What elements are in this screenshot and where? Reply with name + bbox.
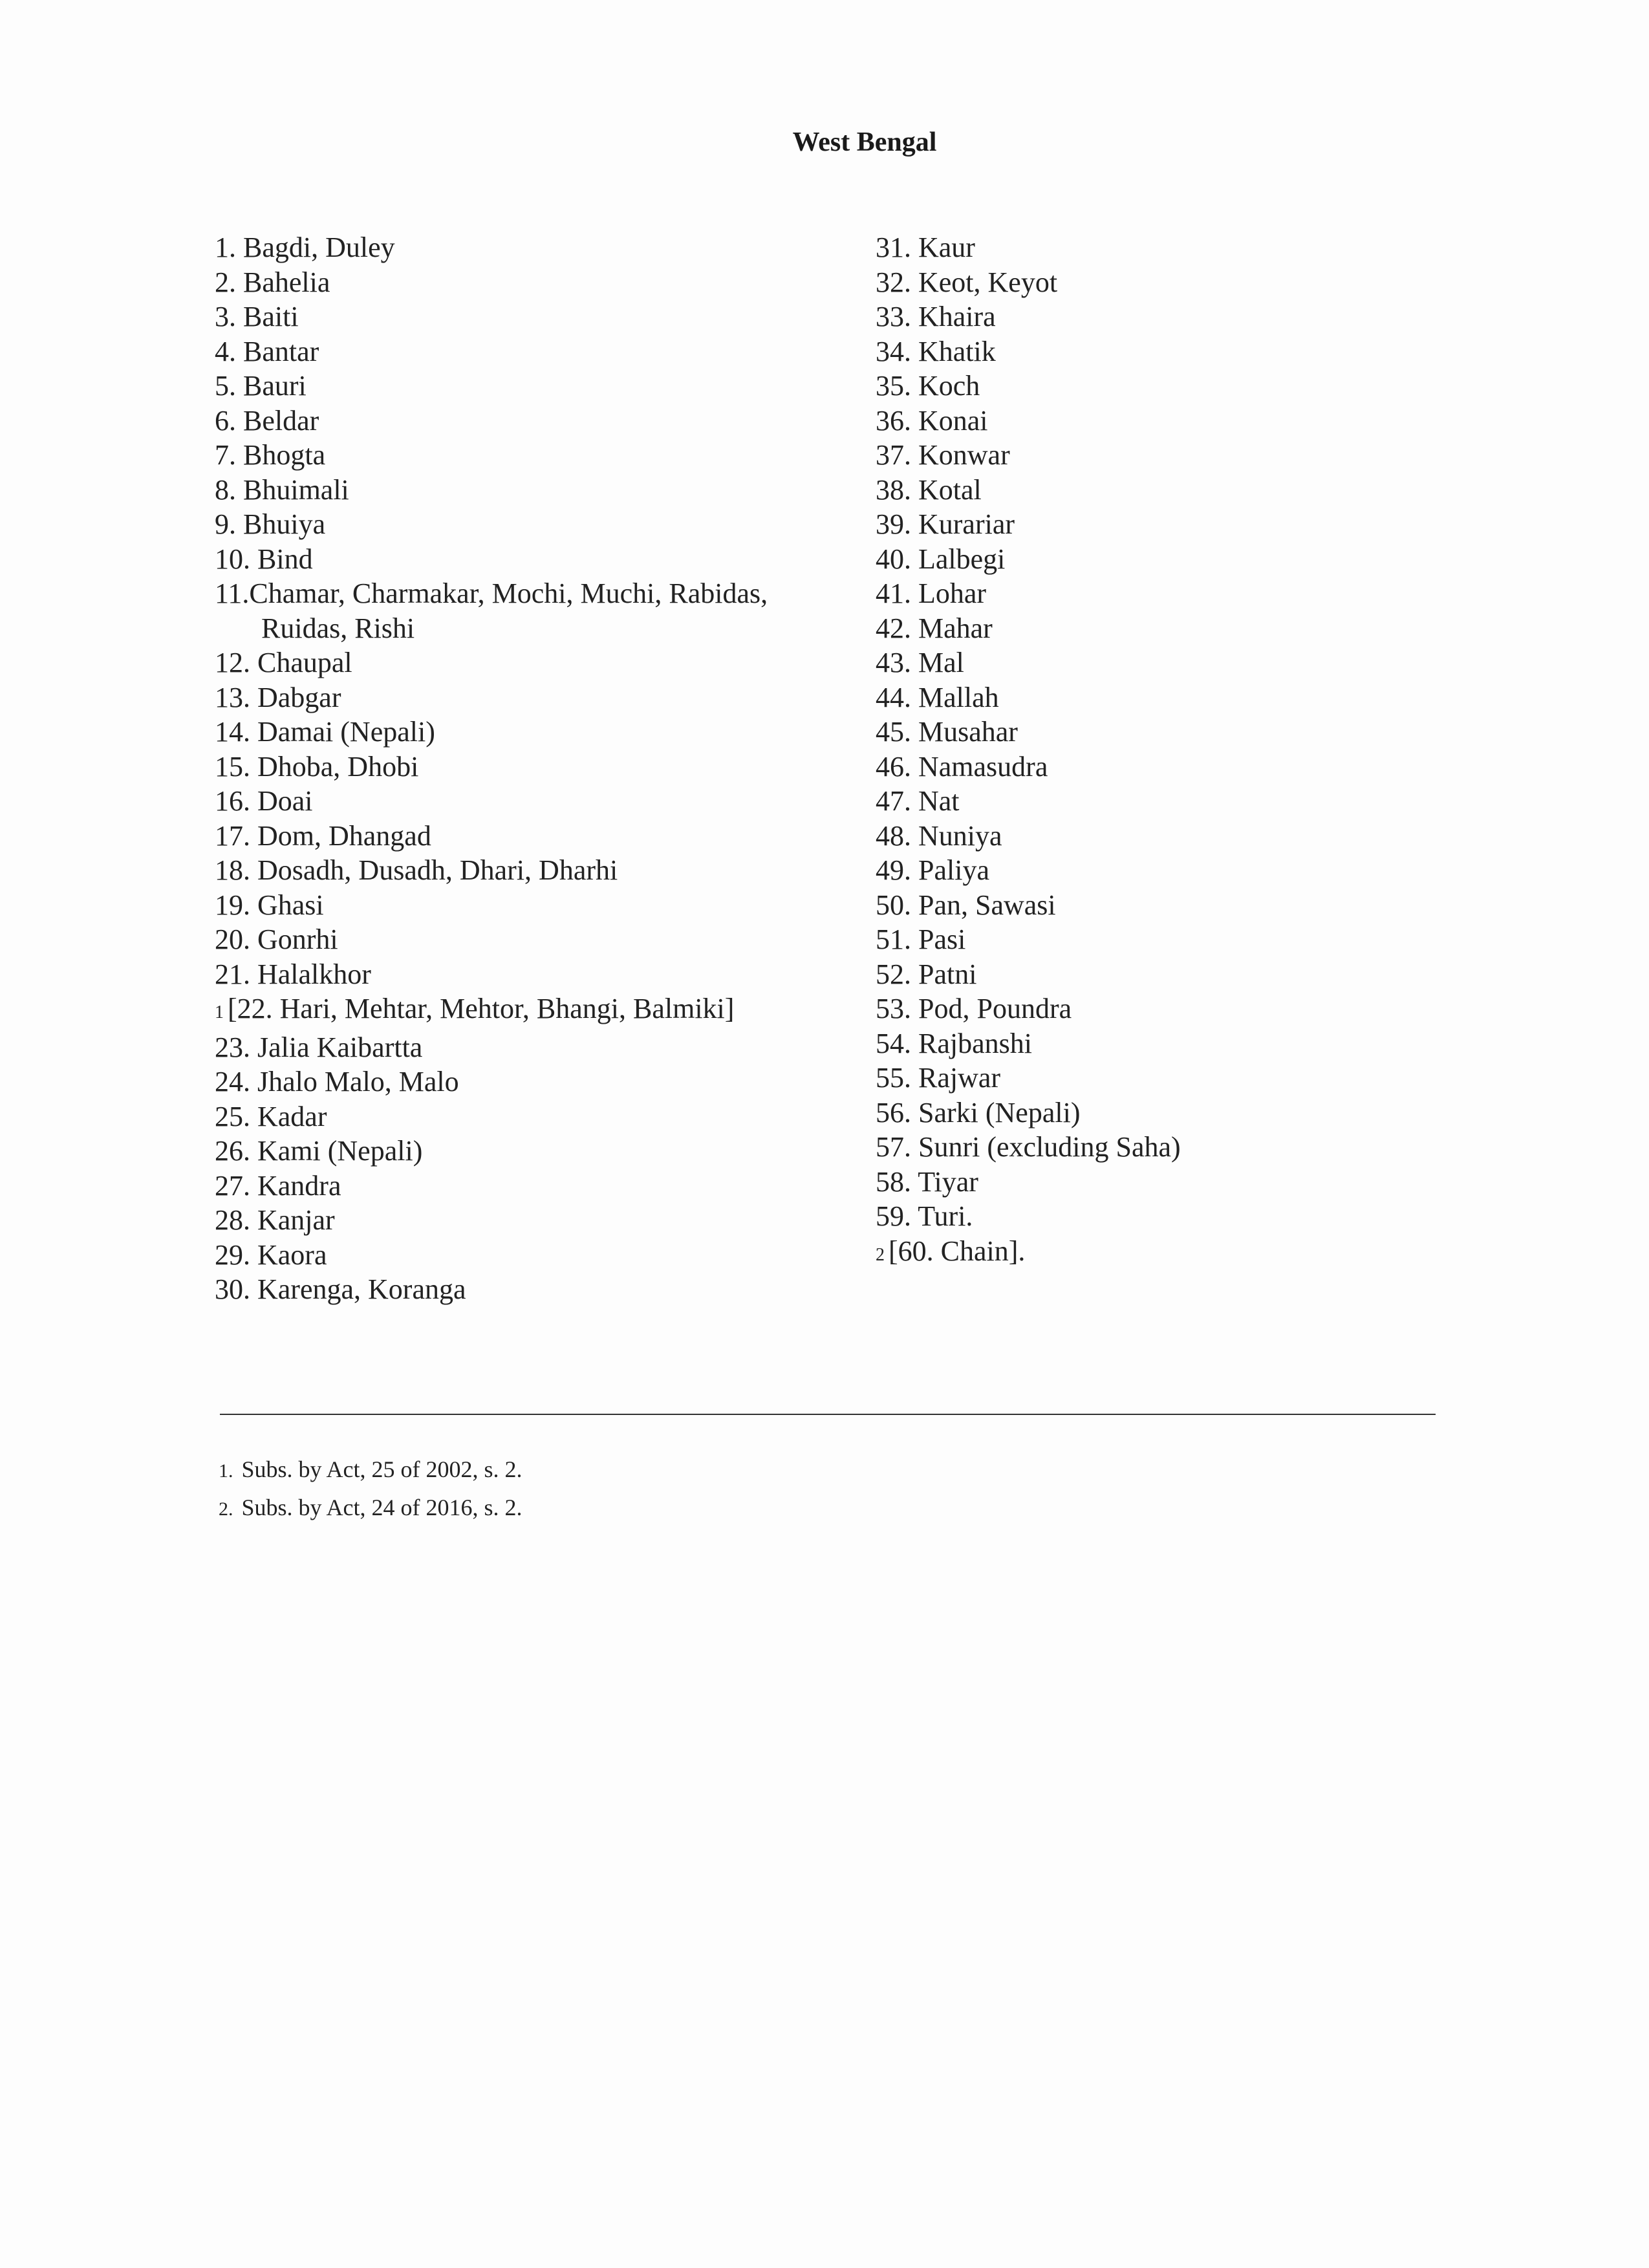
entry-text: 45. Musahar — [876, 716, 1018, 748]
list-item — [215, 1169, 861, 1204]
list-item — [876, 404, 1458, 438]
list-item — [876, 715, 1458, 750]
footnote — [219, 1489, 523, 1528]
list-item — [215, 576, 861, 645]
list-item — [876, 507, 1458, 542]
entry-text: 55. Rajwar — [876, 1062, 1001, 1094]
entry-text: 21. Halalkhor — [215, 958, 371, 990]
entry-text: 5. Bauri — [215, 370, 307, 402]
left-column-list — [215, 230, 861, 1307]
list-item — [215, 230, 861, 265]
list-item — [215, 853, 861, 888]
entry-text: 15. Dhoba, Dhobi — [215, 750, 419, 783]
entry-text: 31. Kaur — [876, 232, 975, 263]
entry-text: 56. Sarki (Nepali) — [876, 1096, 1081, 1129]
entry-text: 40. Lalbegi — [876, 543, 1006, 575]
entry-text: 47. Nat — [876, 785, 960, 817]
list-item — [876, 334, 1458, 369]
entry-text: 34. Khatik — [876, 335, 996, 367]
list-item — [876, 1061, 1458, 1096]
list-item — [215, 645, 861, 680]
list-item — [215, 922, 861, 957]
footnote-marker: 2 — [876, 1244, 885, 1265]
list-item — [876, 1234, 1458, 1273]
list-item — [876, 750, 1458, 784]
entry-text: 36. Konai — [876, 404, 988, 437]
list-item — [215, 1134, 861, 1169]
list-item — [215, 750, 861, 784]
list-item — [876, 1096, 1458, 1130]
list-item — [215, 1030, 861, 1065]
entry-continuation: Ruidas, Rishi — [261, 612, 415, 644]
entry-text: 33. Khaira — [876, 301, 996, 332]
entry-text: 11.Chamar, Charmakar, Mochi, Muchi, Rabidas, — [215, 578, 768, 609]
entry-text: [60. Chain]. — [889, 1235, 1026, 1267]
list-item — [215, 334, 861, 369]
entry-text: 30. Karenga, Koranga — [215, 1273, 466, 1305]
list-item — [215, 369, 861, 404]
entry-text: 51. Pasi — [876, 923, 966, 955]
list-item — [876, 1165, 1458, 1200]
entry-text: [22. Hari, Mehtar, Mehtor, Bhangi, Balmiki] — [228, 993, 735, 1024]
list-item — [876, 819, 1458, 854]
entry-text: 9. Bhuiya — [215, 508, 326, 540]
entry-text: 53. Pod, Poundra — [876, 993, 1072, 1024]
list-item — [215, 507, 861, 542]
list-item — [215, 957, 861, 992]
entry-text: 29. Kaora — [215, 1238, 327, 1271]
entry-text: 44. Mallah — [876, 681, 999, 713]
footnote — [219, 1451, 523, 1489]
entry-text: 58. Tiyar — [876, 1165, 978, 1198]
entry-text: 37. Konwar — [876, 439, 1010, 471]
list-item — [215, 1272, 861, 1307]
list-item — [876, 1199, 1458, 1234]
footnote-text: Subs. by Act, 24 of 2016, s. 2. — [235, 1495, 523, 1520]
entry-text: 42. Mahar — [876, 612, 993, 644]
entry-text: 18. Dosadh, Dusadh, Dhari, Dharhi — [215, 854, 618, 886]
entry-text: 41. Lohar — [876, 578, 987, 609]
list-item — [215, 888, 861, 923]
entry-text: 35. Koch — [876, 370, 980, 402]
entry-text: 2. Bahelia — [215, 266, 330, 298]
list-item — [215, 1099, 861, 1134]
entry-text: 7. Bhogta — [215, 439, 326, 471]
list-item — [215, 991, 861, 1030]
page-title: West Bengal — [792, 127, 937, 157]
entry-text: 10. Bind — [215, 543, 313, 575]
list-item — [876, 888, 1458, 923]
entry-text: 1. Bagdi, Duley — [215, 232, 395, 263]
entry-text: 20. Gonrhi — [215, 923, 338, 955]
list-item — [876, 576, 1458, 611]
entry-text: 48. Nuniya — [876, 819, 1002, 852]
list-item — [215, 473, 861, 508]
list-item — [215, 819, 861, 854]
entry-text: 57. Sunri (excluding Saha) — [876, 1131, 1181, 1163]
list-item — [876, 230, 1458, 265]
list-item — [215, 1238, 861, 1273]
entry-text: 43. Mal — [876, 647, 964, 678]
right-column-list — [876, 230, 1458, 1272]
footnotes-list — [219, 1451, 523, 1528]
list-item — [215, 438, 861, 473]
entry-text: 14. Damai (Nepali) — [215, 716, 435, 748]
list-item — [876, 1026, 1458, 1061]
entry-text: 28. Kanjar — [215, 1204, 335, 1236]
footnote-number: 2. — [219, 1498, 233, 1520]
entry-text: 4. Bantar — [215, 335, 319, 367]
entry-text: 16. Doai — [215, 785, 313, 817]
list-item — [876, 853, 1458, 888]
entry-text: 13. Dabgar — [215, 681, 341, 713]
list-item — [876, 265, 1458, 300]
footnote-text: Subs. by Act, 25 of 2002, s. 2. — [235, 1456, 523, 1482]
entry-text: 54. Rajbanshi — [876, 1027, 1032, 1059]
entry-text: 38. Kotal — [876, 473, 982, 506]
list-item — [876, 680, 1458, 715]
list-item — [215, 1064, 861, 1099]
list-item — [876, 645, 1458, 680]
entry-text: 27. Kandra — [215, 1169, 341, 1202]
list-item — [215, 680, 861, 715]
entry-text: 26. Kami (Nepali) — [215, 1135, 423, 1167]
entry-text: 50. Pan, Sawasi — [876, 889, 1056, 921]
list-item — [876, 473, 1458, 508]
entry-text: 24. Jhalo Malo, Malo — [215, 1066, 459, 1097]
list-item — [215, 265, 861, 300]
entry-text: 6. Beldar — [215, 404, 319, 437]
list-item — [215, 404, 861, 438]
list-item — [876, 784, 1458, 819]
list-item — [215, 784, 861, 819]
entry-text: 32. Keot, Keyot — [876, 266, 1058, 298]
list-item — [876, 991, 1458, 1026]
entry-text: 25. Kadar — [215, 1100, 327, 1132]
entry-text: 52. Patni — [876, 958, 977, 990]
list-item — [876, 299, 1458, 334]
footnote-number: 1. — [219, 1460, 233, 1482]
list-item — [215, 299, 861, 334]
entry-text: 46. Namasudra — [876, 750, 1048, 783]
list-item — [215, 715, 861, 750]
footnote-marker: 1 — [215, 1002, 224, 1022]
entry-text: 49. Paliya — [876, 854, 989, 886]
list-item — [215, 542, 861, 577]
entry-text: 17. Dom, Dhangad — [215, 819, 431, 852]
entry-text: 23. Jalia Kaibartta — [215, 1031, 423, 1063]
entry-text: 12. Chaupal — [215, 647, 352, 678]
entry-text: 39. Kurariar — [876, 508, 1015, 540]
list-item — [876, 922, 1458, 957]
list-item — [876, 957, 1458, 992]
list-item — [876, 542, 1458, 577]
footnote-divider — [220, 1414, 1436, 1415]
list-item — [876, 611, 1458, 646]
list-item — [876, 1130, 1458, 1165]
entry-text: 19. Ghasi — [215, 889, 324, 921]
entry-text: 59. Turi. — [876, 1200, 973, 1232]
list-item — [876, 438, 1458, 473]
list-item — [215, 1203, 861, 1238]
entry-text: 3. Baiti — [215, 301, 299, 332]
list-item — [876, 369, 1458, 404]
entry-text: 8. Bhuimali — [215, 473, 349, 506]
